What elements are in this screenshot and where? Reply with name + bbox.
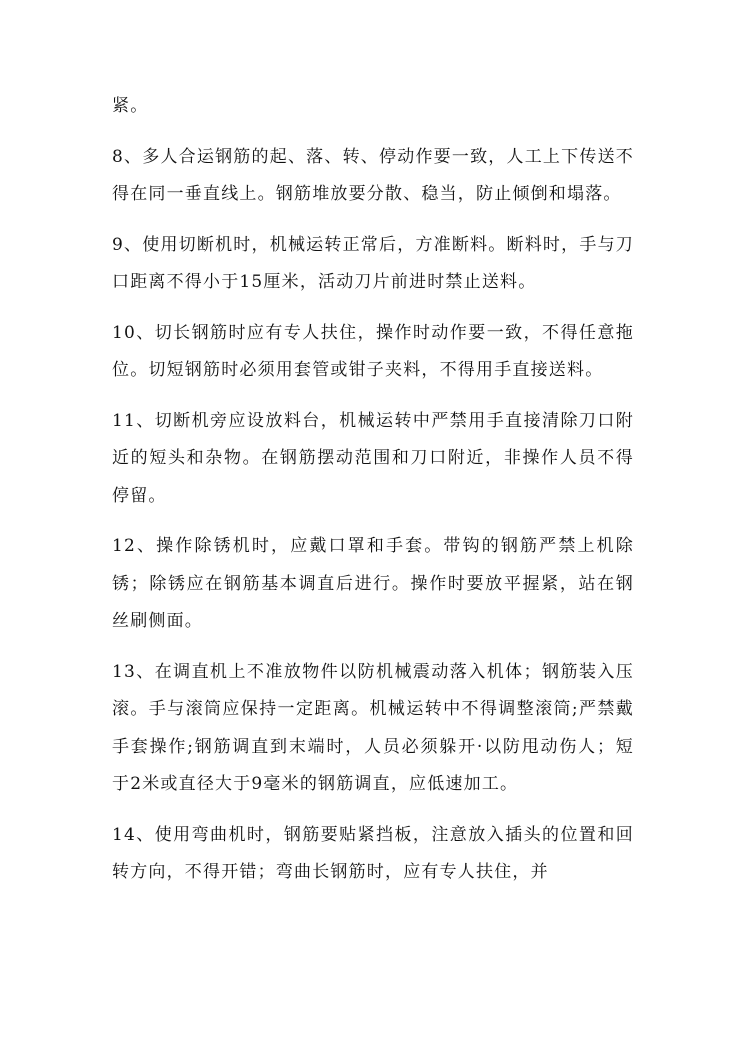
paragraph-continuation: 紧。 xyxy=(112,96,149,116)
paragraph-item-13: 13、在调直机上不准放物件以防机械震动落入机体；钢筋装入压滚。手与滚筒应保持一定距离。机械运转中不得调整滚筒;严禁戴手套操作;钢筋调直到末端时，人员必须躲开·以防甩动伤人；短于2米或直径大于9毫米的钢筋调直，应低速加工。 xyxy=(112,661,634,794)
paragraph-item-9: 9、使用切断机时，机械运转正常后，方准断料。断料时，手与刀口距离不得小于15厘米，活动刀片前进时禁止送料。 xyxy=(112,234,634,292)
paragraph-item-11: 11、切断机旁应设放料台，机械运转中严禁用手直接清除刀口附近的短头和杂物。在钢筋摆动范围和刀口附近，非操作人员不得停留。 xyxy=(112,410,634,506)
paragraph-item-10: 10、切长钢筋时应有专人扶住，操作时动作要一致，不得任意拖位。切短钢筋时必须用套管或钳子夹料，不得用手直接送料。 xyxy=(112,322,634,380)
paragraph-item-8: 8、多人合运钢筋的起、落、转、停动作要一致，人工上下传送不得在同一垂直线上。钢筋堆放要分散、稳当，防止倾倒和塌落。 xyxy=(112,146,634,204)
paragraph-item-12: 12、操作除锈机时，应戴口罩和手套。带钩的钢筋严禁上机除锈；除锈应在钢筋基本调直后进行。操作时要放平握紧，站在钢丝刷侧面。 xyxy=(112,536,634,631)
document-body xyxy=(112,88,634,905)
paragraph-item-14: 14、使用弯曲机时，钢筋要贴紧挡板，注意放入插头的位置和回转方向，不得开错；弯曲长钢筋时，应有专人扶住，并 xyxy=(112,824,634,882)
